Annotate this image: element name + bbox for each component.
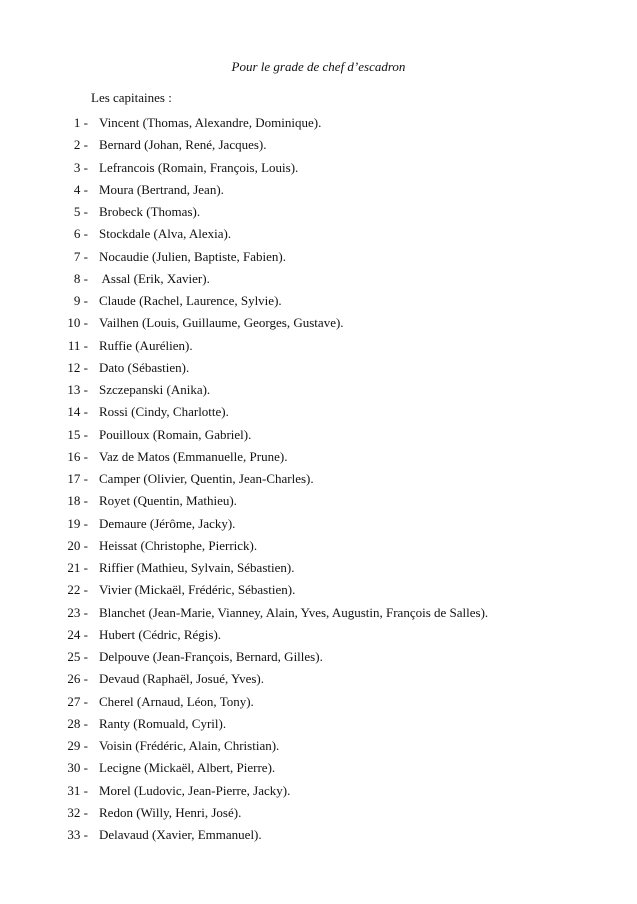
list-item-text: Vivier (Mickaël, Frédéric, Sébastien). [99,582,296,598]
list-item [0,426,637,448]
list-item [0,670,637,692]
list-item-number: 2 - [73,137,88,153]
list-item [0,826,637,848]
list-item-number: 1 - [73,115,88,130]
list-item-number: 7 - [73,248,88,264]
list-item-text: Vaz de Matos (Emmanuelle, Prune). [99,448,288,464]
list-item-text: Demaure (Jérôme, Jacky). [99,515,236,531]
list-item [0,292,637,314]
list-item-text: Delavaud (Xavier, Emmanuel). [99,827,262,842]
list-item [0,181,637,203]
list-item-number: 20 - [67,537,88,553]
document-title [0,59,637,75]
list-item-number: 12 - [67,359,88,375]
list-item [0,136,637,158]
list-item [0,559,637,581]
list-item-number: 14 - [67,404,88,420]
list-item-text: Riffier (Mathieu, Sylvain, Sébastien). [99,560,295,575]
list-item-number: 31 - [67,782,88,798]
list-item [0,270,637,292]
list-item-text: Dato (Sébastien). [99,359,190,375]
list-item [0,359,637,381]
list-item [0,537,637,559]
list-item-text: Pouilloux (Romain, Gabriel). [99,426,252,442]
list-item-text: Brobeck (Thomas). [99,204,201,219]
list-item-text: Voisin (Frédéric, Alain, Christian). [99,738,280,753]
list-item [0,381,637,403]
list-item [0,515,637,537]
list-item-text: Hubert (Cédric, Régis). [99,626,222,642]
list-item-number: 21 - [67,560,88,575]
list-item [0,225,637,247]
list-item [0,604,637,626]
list-item-text: Ruffie (Aurélien). [99,337,193,353]
list-item-number: 32 - [67,804,88,820]
list-item [0,581,637,603]
list-item-text: Royet (Quentin, Mathieu). [99,493,237,509]
list-item [0,114,637,136]
list-item [0,314,637,336]
list-item-number: 16 - [67,448,88,464]
list-item-number: 29 - [67,738,88,753]
list-intro: Les capitaines : [91,90,172,105]
list-item [0,492,637,514]
list-item-text: Assal (Erik, Xavier). [99,270,210,286]
list-item [0,448,637,470]
list-item [0,337,637,359]
list-item-number: 22 - [67,582,88,598]
list-item-text: Stockdale (Alva, Alexia). [99,226,232,242]
list-item-text: Cherel (Arnaud, Léon, Tony). [99,693,254,709]
list-item-text: Bernard (Johan, René, Jacques). [99,137,267,153]
list-item-number: 30 - [67,760,88,776]
list-item [0,737,637,759]
list-item-text: Rossi (Cindy, Charlotte). [99,404,229,420]
list-item-number: 24 - [67,626,88,642]
list-item-text: Camper (Olivier, Quentin, Jean-Charles). [99,471,314,486]
list-item-text: Vailhen (Louis, Guillaume, Georges, Gustave). [99,315,344,331]
list-item-text: Heissat (Christophe, Pierrick). [99,537,258,553]
list-item-number: 3 - [73,159,88,175]
list-item-text: Delpouve (Jean-François, Bernard, Gilles). [99,649,323,664]
list-item-number: 9 - [73,293,88,308]
list-item-number: 26 - [67,671,88,687]
list-item-text: Ranty (Romuald, Cyril). [99,715,227,731]
list-item-number: 6 - [73,226,88,242]
list-item-number: 10 - [67,315,88,331]
list-item-text: Redon (Willy, Henri, José). [99,804,242,820]
list-item-text: Lefrancois (Romain, François, Louis). [99,159,299,175]
list-item [0,403,637,425]
list-item-number: 27 - [67,693,88,709]
list-item-number: 13 - [67,382,88,397]
list-item [0,470,637,492]
list-item-text: Blanchet (Jean-Marie, Vianney, Alain, Yves, Augustin, François de Salles). [99,604,489,620]
captains-list [0,114,637,848]
list-item-text: Vincent (Thomas, Alexandre, Dominique). [99,115,322,130]
list-item-number: 28 - [67,715,88,731]
list-item-number: 5 - [73,204,88,219]
list-item-text: Claude (Rachel, Laurence, Sylvie). [99,293,282,308]
document-title-text: Pour le grade de chef d’escadron [231,59,406,74]
list-item-number: 11 - [67,337,88,353]
list-item-text: Szczepanski (Anika). [99,382,211,397]
list-item [0,159,637,181]
list-item-text: Moura (Bertrand, Jean). [99,181,224,197]
list-item [0,804,637,826]
list-item-number: 19 - [67,515,88,531]
list-item-number: 15 - [67,426,88,442]
list-item-number: 23 - [67,604,88,620]
list-item-number: 17 - [67,471,88,486]
list-item-number: 18 - [67,493,88,509]
list-item-number: 8 - [73,270,88,286]
list-item [0,715,637,737]
list-item-text: Devaud (Raphaël, Josué, Yves). [99,671,265,687]
list-item [0,203,637,225]
list-item-text: Morel (Ludovic, Jean-Pierre, Jacky). [99,782,291,798]
list-item-number: 33 - [67,827,88,842]
list-item [0,693,637,715]
list-item [0,248,637,270]
list-item [0,626,637,648]
list-item [0,648,637,670]
list-item [0,759,637,781]
list-item-text: Nocaudie (Julien, Baptiste, Fabien). [99,248,287,264]
list-item [0,782,637,804]
list-item-text: Lecigne (Mickaël, Albert, Pierre). [99,760,276,776]
list-item-number: 4 - [73,181,88,197]
list-item-number: 25 - [67,649,88,664]
